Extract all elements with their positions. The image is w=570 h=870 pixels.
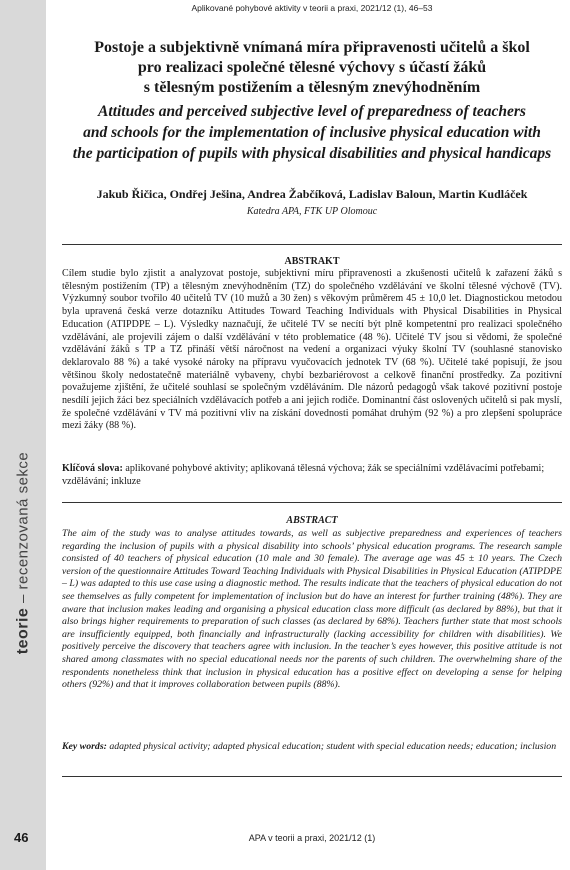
keywords-english-label: Key words:	[62, 741, 107, 752]
title-czech-line-2: pro realizaci společné tělesné výchovy s účastí žáků	[137, 59, 487, 76]
title-english	[58, 101, 566, 164]
author-list: Jakub Řičica, Ondřej Ješina, Andrea Žabčíková, Ladislav Baloun, Martin Kudláček	[96, 187, 528, 201]
section-label-light: recenzovaná sekce	[14, 451, 32, 590]
abstract-heading: ABSTRACT	[286, 515, 338, 526]
keywords-czech-text: aplikované pohybové aktivity; aplikovaná tělesná výchova; žák se speciálními vzdělávacími potřebami; vzdělávání; inkluze	[62, 463, 545, 487]
keywords-czech-label: Klíčová slova:	[62, 463, 123, 474]
title-czech	[62, 38, 562, 98]
divider-bottom	[62, 776, 562, 777]
title-english-line-3: the participation of pupils with physical disabilities and physical handicaps	[72, 145, 552, 162]
title-czech-line-3: s tělesným postižením a tělesným znevýhodněním	[143, 79, 481, 96]
running-head: Aplikované pohybové aktivity v teorii a praxi, 2021/12 (1), 46–53	[191, 3, 433, 13]
keywords-english-text: adapted physical activity; adapted physical education; student with special education needs; education; inclusion	[106, 741, 557, 752]
page-number: 46	[14, 830, 29, 845]
affiliation: Katedra APA, FTK UP Olomouc	[246, 206, 378, 217]
title-czech-line-1: Postoje a subjektivně vnímaná míra připravenosti učitelů a škol	[94, 39, 530, 56]
divider-middle	[62, 502, 562, 503]
keywords-czech	[62, 462, 562, 488]
divider-top	[62, 244, 562, 245]
title-english-line-2: and schools for the implementation of inclusive physical education with	[83, 124, 541, 141]
section-label-separator: –	[14, 589, 32, 608]
abstrakt-heading: ABSTRAKT	[284, 256, 340, 267]
sidebar-band	[0, 0, 46, 870]
abstrakt-text: Cílem studie bylo zjistit a analyzovat postoje, subjektivní míru připravenosti a zkušenosti učitelů k zařazení žáků s tělesným postižením (TP) a tělesným znevýhodněním (TZ) do společného vzdělávání ve školní tělesné výchově (TV). Výzkumný soubor tvořilo 40 učitelů TV (10 mužů a 30 žen) s věkovým průměrem 45 ± 10,0 let. Diagnostickou metodou byla upravená česká verze dotazníku Attitudes Toward Teaching Individuals with Physical Disabilities in Physical Education (ATIPDPE – L). Výsledky naznačují, že učitelé TV se necítí být plně kompetentní pro realizaci společného vzdělávání, ale projevili zájem o další vzdělávání v této problematice (48 %). Učitelé TV jsou si vědomi, že společné vzdělávání žáků s TP a TZ přináší větší náročnost na vedení a organizaci výuky školní TV (souhlasné stanovisko deklarovalo 88 %) a také vysoké nároky na přípravu vyučovacích jednotek TV (68 %). Učitelé také popisují, že jsou většinou školy nedostatečně materiálně vybaveny, chybí bezbariérovost a celkově finanční prostředky. Za pozitivní považujeme zjištění, že učitelé souhlasí se společným vzděláváním. Dle názorů pedagogů však takové pozitivní postoje nesdílí jejich žáci bez speciálních vzdělávacích potřeb a ani jejich rodiče. Dominantní část oslovených učitelů si pak myslí, že společné vzdělávání v TV má pozitivní vliv na získání dovednosti pomáhat druhým (92 %) a pro zlepšení spolupráce mezi žáky (88 %).	[62, 268, 562, 432]
title-english-line-1: Attitudes and perceived subjective level of preparedness of teachers	[98, 103, 526, 120]
section-label-strong: teorie	[14, 607, 32, 655]
keywords-english	[62, 741, 562, 754]
footer-journal: APA v teorii a praxi, 2021/12 (1)	[248, 833, 376, 843]
section-label	[4, 448, 42, 658]
abstract-text: The aim of the study was to analyse attitudes towards, as well as subjective preparedness and experiences of teachers regarding the inclusion of pupils with a physical disability into schools’ physical education programs. The research sample consisted of 40 teachers of physical education (10 male and 30 female). The average age was 45 ± 10 years. The Czech version of the questionnaire Attitudes Toward Teaching Individuals with Physical Disabilities in Physical Education (ATIPDPE – L) was adapted to this use case using a diagnostic method. The results indicate that the teachers of physical education do not see themselves as fully competent for implementation of inclusion but do have an interest for further training (48%). They are aware that inclusion makes leading and organising a physical education class more difficult (as declared by 88%), but that it also brings higher requirements to preparation of such classes (as declared by 68%). Teachers further state that most schools are insufficiently equipped, both financially and infrastructurally (lacking accessibility for children with disabilities). We positively perceive the discovery that teachers agree with inclusion. In the teacher’s eyes however, this positive attitude is not shared among classmates with no special educational needs nor the parents of such children. The overwhelming share of the respondents nonetheless think that inclusion in physical education has a positive effect on developing a sense for helping others (92%) and that it improves collaboration between pupils (88%).	[62, 528, 562, 691]
